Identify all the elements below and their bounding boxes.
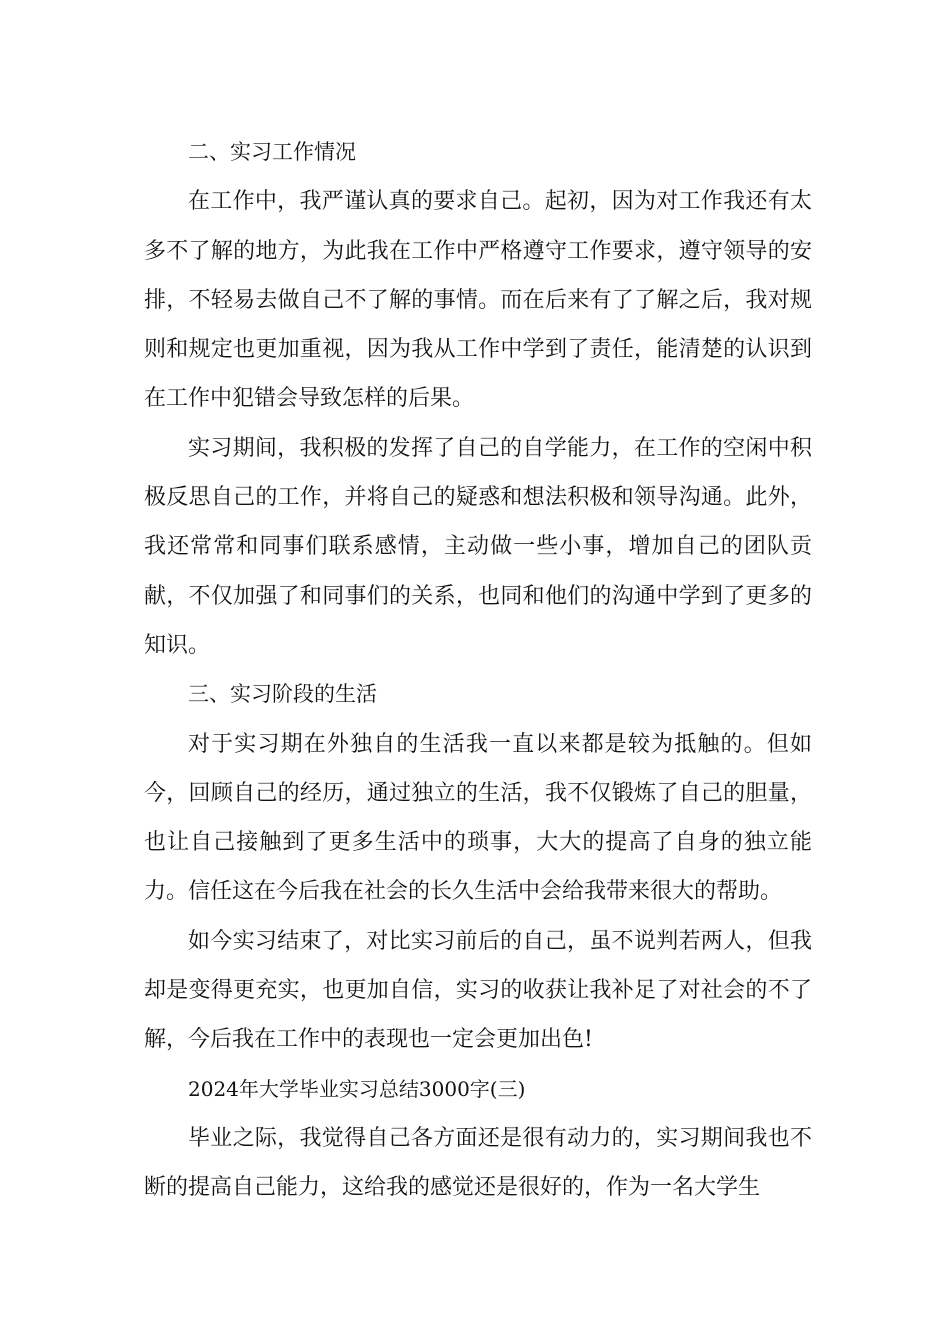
article-subtitle: 2024年大学毕业实习总结3000字(三) <box>188 1076 526 1101</box>
paragraph-independent-life: 对于实习期在外独自的生活我一直以来都是较为抵触的。但如今，回顾自己的经历，通过独立的生活，我不仅锻炼了自己的胆量，也让自己接触到了更多生活中的琐事，大大的提高了自身的独立能力。信任这在今后我在社会的长久生活中会给我带来很大的帮助。 <box>144 731 812 905</box>
document-body <box>144 128 812 1213</box>
paragraph-conclusion: 如今实习结束了，对比实习前后的自己，虽不说判若两人，但我却是变得更充实，也更加自信，实习的收获让我补足了对社会的不了解，今后我在工作中的表现也一定会更加出色! <box>144 928 812 1053</box>
section-heading-work: 二、实习工作情况 <box>188 140 356 164</box>
paragraph-work-attitude: 在工作中，我严谨认真的要求自己。起初，因为对工作我还有太多不了解的地方，为此我在工作中严格遵守工作要求，遵守领导的安排，不轻易去做自己不了解的事情。而在后来有了了解之后，我对规则和规定也更加重视，因为我从工作中学到了责任，能清楚的认识到在工作中犯错会导致怎样的后果。 <box>144 189 812 412</box>
paragraph-self-study: 实习期间，我积极的发挥了自己的自学能力，在工作的空闲中积极反思自己的工作，并将自己的疑惑和想法积极和领导沟通。此外，我还常常和同事们联系感情，主动做一些小事，增加自己的团队贡献，不仅加强了和同事们的关系，也同和他们的沟通中学到了更多的知识。 <box>144 435 812 658</box>
section-heading-life: 三、实习阶段的生活 <box>188 682 377 707</box>
paragraph-graduation: 毕业之际，我觉得自己各方面还是很有动力的，实习期间我也不断的提高自己能力，这给我的感觉还是很好的，作为一名大学生 <box>144 1125 812 1201</box>
